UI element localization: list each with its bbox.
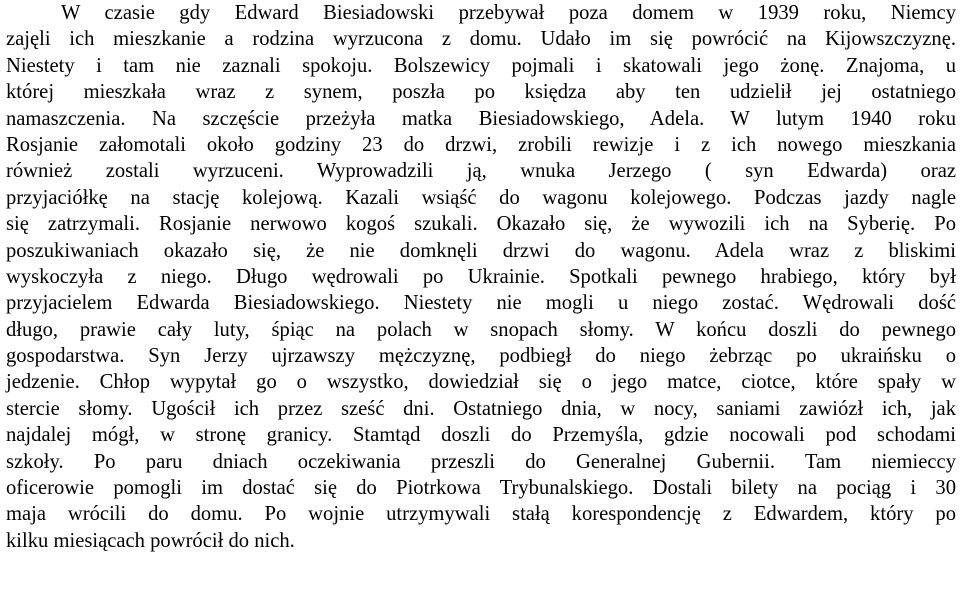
text-line-18: szkoły. Po paru dniach oczekiwania przeszli do Generalnej Gubernii. Tam niemieccy bbox=[6, 450, 956, 473]
text-line-21: kilku miesiącach powrócił do nich. bbox=[6, 529, 295, 552]
text-line-4: której mieszkała wraz z synem, poszła po księdza aby ten udzielił jej ostatniego bbox=[6, 81, 956, 104]
text-line-20: maja wrócili do domu. Po wojnie utrzymywali stałą korespondencję z Edwardem, który po bbox=[6, 503, 956, 526]
text-line-9: się zatrzymali. Rosjanie nerwowo kogoś szukali. Okazało się, że wywozili ich na Syberię. Po bbox=[6, 213, 956, 236]
text-line-14: gospodarstwa. Syn Jerzy ujrzawszy mężczyznę, podbiegł do niego żebrząc po ukraińsku o bbox=[6, 345, 956, 368]
text-line-17: najdalej mógł, w stronę granicy. Stamtąd doszli do Przemyśla, gdzie nocowali pod schodami bbox=[6, 424, 956, 447]
text-line-16: stercie słomy. Ugościł ich przez sześć dni. Ostatniego dnia, w nocy, saniami zawiózł ich, jak bbox=[6, 397, 956, 420]
text-line-12: przyjacielem Edwarda Biesiadowskiego. Niestety nie mogli u niego zostać. Wędrowali dość bbox=[6, 292, 956, 315]
text-line-2: zajęli ich mieszkanie a rodzina wyrzucona z domu. Udało im się powrócić na Kijowszczyznę. bbox=[6, 28, 956, 51]
text-line-8: przyjaciółkę na stację kolejową. Kazali wsiąść do wagonu kolejowego. Podczas jazdy nagle bbox=[6, 186, 956, 209]
text-line-15: jedzenie. Chłop wypytał go o wszystko, dowiedział się o jego matce, ciotce, które spały w bbox=[6, 371, 956, 394]
text-line-10: poszukiwaniach okazało się, że nie domknęli drzwi do wagonu. Adela wraz z bliskimi bbox=[6, 239, 956, 262]
text-line-1: W czasie gdy Edward Biesiadowski przebywał poza domem w 1939 roku, Niemcy bbox=[61, 2, 956, 24]
text-line-19: oficerowie pomogli im dostać się do Piotrkowa Trybunalskiego. Dostali bilety na pociąg i 30 bbox=[6, 477, 956, 500]
text-line-7: również zostali wyrzuceni. Wyprowadzili ją, wnuka Jerzego ( syn Edwarda) oraz bbox=[6, 160, 956, 183]
body-paragraph bbox=[6, 0, 956, 554]
text-line-6: Rosjanie załomotali około godziny 23 do drzwi, zrobili rewizje i z ich nowego mieszkania bbox=[6, 133, 956, 156]
text-line-5: namaszczenia. Na szczęście przeżyła matka Biesiadowskiego, Adela. W lutym 1940 roku bbox=[6, 107, 956, 130]
text-line-13: długo, prawie cały luty, śpiąc na polach w snopach słomy. W końcu doszli do pewnego bbox=[6, 318, 956, 341]
text-line-11: wyskoczyła z niego. Długo wędrowali po Ukrainie. Spotkali pewnego hrabiego, który był bbox=[6, 265, 956, 288]
text-line-3: Niestety i tam nie zaznali spokoju. Bolszewicy pojmali i skatowali jego żonę. Znajoma, u bbox=[6, 54, 956, 77]
